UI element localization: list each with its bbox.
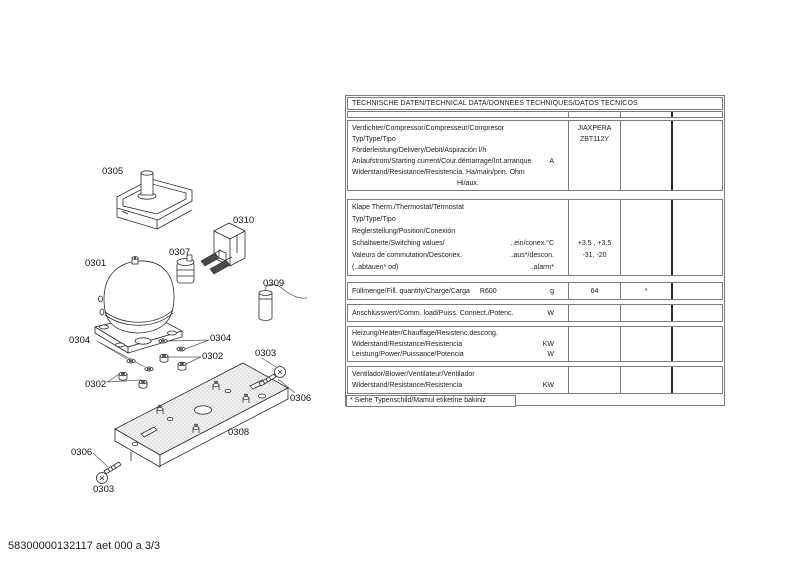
text-line: Verdichter/Compressor/Compresseur/Compresor <box>352 125 505 132</box>
empty-cell <box>620 367 671 393</box>
fill-quantity-description <box>348 283 568 299</box>
part-label-0303-right: 0303 <box>255 348 277 359</box>
empty-cell <box>620 305 671 321</box>
unit-label: W <box>547 351 554 358</box>
part-0301-compressor <box>95 257 182 353</box>
part-0306-screw-bottom <box>104 462 121 474</box>
unit-label: KW <box>542 382 554 389</box>
part-0310-relay-cover <box>214 223 245 266</box>
part-label-0308: 0308 <box>228 427 250 438</box>
text-line: Hi/aux. <box>457 180 479 187</box>
unit-label: W <box>547 310 554 317</box>
unit-label: KW <box>542 340 554 348</box>
empty-cell <box>671 327 722 361</box>
text-line: Typ/Type/Tipo <box>352 216 396 223</box>
empty-cell <box>568 112 620 117</box>
empty-cell <box>671 112 722 117</box>
table-title: TECHNISCHE DATEN/TECHNICAL DATA/DONNEES TECHNIQUES/DATOS TECNICOS <box>347 97 723 110</box>
empty-cell <box>671 200 722 275</box>
empty-cell <box>568 367 620 393</box>
empty-cell <box>671 367 722 393</box>
text-line: Schaltwerte/Switching values/ <box>352 240 445 247</box>
part-0303-mount-right <box>275 367 286 378</box>
thermostat-switching-values <box>568 200 620 275</box>
empty-cell <box>348 112 568 117</box>
part-0309-drier <box>259 285 307 321</box>
part-label-0304-right: 0304 <box>210 333 232 344</box>
row-compressor <box>347 120 723 191</box>
text-line: (..abtauen* od) <box>352 264 399 271</box>
text-line: Heizung/Heater/Chauffage/Resistenc.descong. <box>352 330 498 337</box>
row-connected-load <box>347 304 723 322</box>
part-0308-mounting-plate <box>115 363 288 467</box>
parts-diagram <box>60 160 325 510</box>
text-line: Ventilador/Blower/Ventilateur/Ventilador <box>352 371 475 378</box>
part-label-0302-right: 0302 <box>202 351 224 362</box>
text-line: Förderleistung/Delivery/Debit/Aspiración l/h <box>352 147 487 154</box>
text-line: Leistung/Power/Puissance/Potencia <box>352 351 464 358</box>
part-label-0303-bottom: 0303 <box>93 484 115 495</box>
part-label-0306-right: 0306 <box>290 393 312 404</box>
connected-load-description <box>348 305 568 321</box>
fill-quantity-asterisk: * <box>620 283 671 299</box>
empty-cell <box>620 327 671 361</box>
value-line: -31, -20 <box>582 252 607 259</box>
compressor-description <box>348 121 568 190</box>
part-label-0307: 0307 <box>169 247 191 258</box>
document-id: 58300000132117 aet 000 a 3/3 <box>8 540 161 552</box>
text-line: Valeurs de commutation/Desconex. <box>352 252 462 259</box>
table-footnote: * Siehe Typenschild/Mamul etiketine bakiniz <box>346 395 516 407</box>
heater-description <box>348 327 568 361</box>
table-empty-row <box>347 111 723 118</box>
row-fill-quantity <box>347 282 723 300</box>
empty-cell <box>671 283 722 299</box>
part-label-0309: 0309 <box>263 278 285 289</box>
text-line: Widerstand/Resistance/Resistencia <box>352 340 463 348</box>
fill-quantity-value: 64 <box>568 283 620 299</box>
value-line: ZBT112Y <box>579 136 610 143</box>
part-label-0302-left: 0302 <box>85 379 107 390</box>
part-label-0310: 0310 <box>233 215 255 226</box>
text-line: Füllmenge/Fill. quantity/Charge/Carga <box>352 288 470 295</box>
part-label-0306-bottom: 0306 <box>71 447 93 458</box>
part-0303-mount-bottom <box>97 473 108 484</box>
unit-label: ..ein/conex.°C <box>510 240 554 247</box>
row-fan <box>347 366 723 394</box>
unit-label: ..alarm* <box>529 264 554 271</box>
empty-cell <box>620 200 671 275</box>
part-0305-tray <box>117 171 192 229</box>
part-label-0305: 0305 <box>102 166 124 177</box>
row-heater <box>347 326 723 362</box>
technical-data-table <box>345 95 725 406</box>
value-line: JIAXPERA <box>577 125 612 132</box>
empty-cell <box>671 305 722 321</box>
fan-description <box>348 367 568 393</box>
refrigerant-label: R600 <box>479 288 497 295</box>
value-line: +3.5 , +3.5 <box>577 240 612 247</box>
row-thermostat <box>347 199 723 276</box>
unit-label: g <box>550 288 554 295</box>
unit-label: ..aus*/descon. <box>509 252 554 259</box>
text-line: Anlaufstrom/Starting current/Cour.démarrage/Int.arranque <box>352 158 532 165</box>
text-line: Reglerstellung/Position/Conexión <box>352 228 456 235</box>
text-line: Widerstand/Resistance/Resistencia <box>352 382 463 389</box>
empty-cell <box>620 121 671 190</box>
empty-cell <box>671 121 722 190</box>
empty-cell <box>620 112 671 117</box>
part-label-0301: 0301 <box>85 258 107 269</box>
unit-label: A <box>549 158 554 165</box>
thermostat-description <box>348 200 568 275</box>
empty-cell <box>568 327 620 361</box>
text-line: Klape Therm./Thermostat/Termostat <box>352 204 464 211</box>
part-label-0304-left: 0304 <box>69 335 91 346</box>
empty-cell <box>568 305 620 321</box>
part-0307-relay <box>177 255 194 283</box>
text-line: Widerstand/Resistance/Resistencia. Ha/main/prin. Ohm <box>352 169 525 176</box>
text-line: Anschlusswert/Comm. load/Puiss. Connect./Potenc. <box>352 310 514 317</box>
compressor-type-value <box>568 121 620 190</box>
text-line: Typ/Type/Tipo <box>352 136 396 143</box>
